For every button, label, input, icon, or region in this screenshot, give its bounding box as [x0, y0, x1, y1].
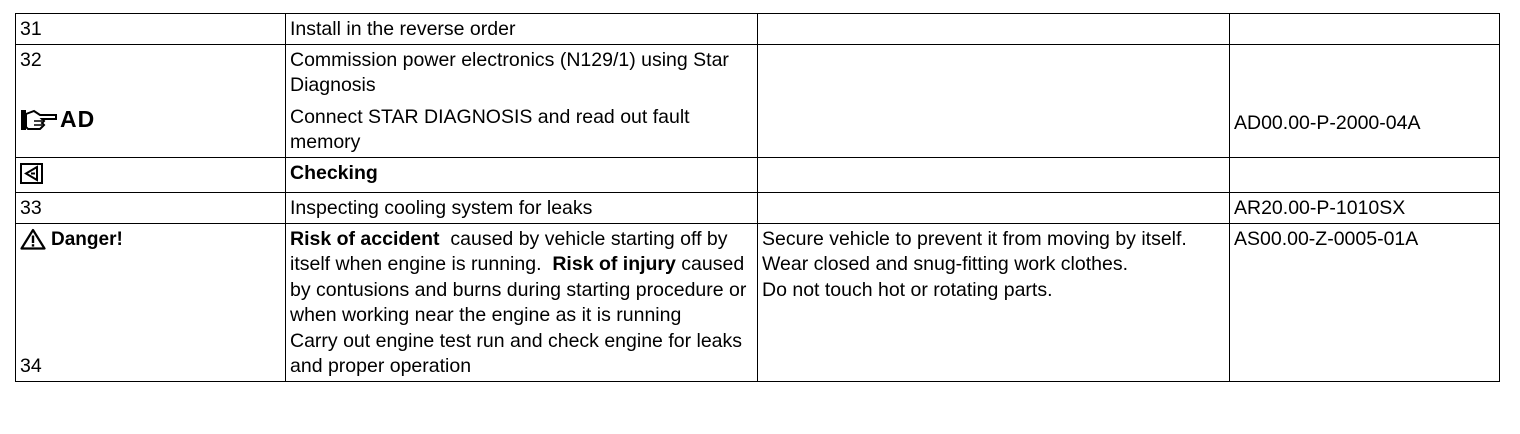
hazard-text: [290, 227, 753, 329]
warning-triangle-icon: [20, 228, 46, 250]
measure-item: Wear closed and snug-fitting work clothes.: [762, 253, 1128, 275]
warning-label: Danger!: [51, 228, 123, 250]
step-number: 33: [16, 193, 286, 224]
table-row-31: [16, 14, 1500, 45]
measure-item: Do not touch hot or rotating parts.: [762, 278, 1053, 301]
step-reference: [1230, 157, 1500, 193]
step-note: [758, 14, 1230, 45]
step-action-cell: [286, 223, 758, 381]
step-note: [758, 193, 1230, 224]
table-row-checking: [16, 157, 1500, 193]
ad-label: AD: [60, 106, 96, 133]
step-reference: [1230, 14, 1500, 45]
step-note: [758, 157, 1230, 193]
ad-marker: [20, 107, 95, 133]
step-action: [286, 157, 758, 193]
step-number: 34: [20, 354, 42, 377]
hazard-injury-title: Risk of injury: [552, 253, 676, 275]
pointing-hand-icon: [20, 108, 58, 132]
step-number: 32: [20, 48, 42, 71]
danger-warning: [20, 227, 123, 253]
checking-icon: [20, 163, 43, 184]
step-action: Commission power electronics (N129/1) using Star Diagnosis: [290, 48, 729, 96]
hazard-accident-title: Risk of accident: [290, 227, 440, 250]
step-reference: AR20.00-P-1010SX: [1230, 193, 1500, 224]
step-reference-cell: [1230, 44, 1500, 157]
hazard-accident-text: caused by vehicle starting off by itself when engine is running.: [290, 227, 728, 275]
step-cell: [16, 44, 286, 157]
step-reference: AD00.00-P-2000-04A: [1234, 111, 1421, 134]
table-row-33: [16, 193, 1500, 224]
hazard-injury-text: caused by contusions and burns during starting procedure or when working near the engine as it is running: [290, 253, 747, 326]
table-row-34: [16, 223, 1500, 381]
step-action: Carry out engine test run and check engine for leaks and proper operation: [290, 329, 743, 377]
step-action-cell: [286, 44, 758, 157]
measure-item: Secure vehicle to prevent it from moving by itself.: [762, 227, 1187, 250]
table-row-32: [16, 44, 1500, 157]
safety-measures: [758, 223, 1230, 381]
step-action: Install in the reverse order: [286, 14, 758, 45]
step-cell: [16, 157, 286, 193]
step-number: 31: [16, 14, 286, 45]
step-action-secondary: Connect STAR DIAGNOSIS and read out fault memory: [290, 105, 690, 153]
step-action: Inspecting cooling system for leaks: [286, 193, 758, 224]
step-reference: AS00.00-Z-0005-01A: [1230, 223, 1500, 381]
step-note: [758, 44, 1230, 157]
section-heading: Checking: [290, 161, 378, 184]
procedure-table: [15, 13, 1500, 382]
step-cell: [16, 223, 286, 381]
